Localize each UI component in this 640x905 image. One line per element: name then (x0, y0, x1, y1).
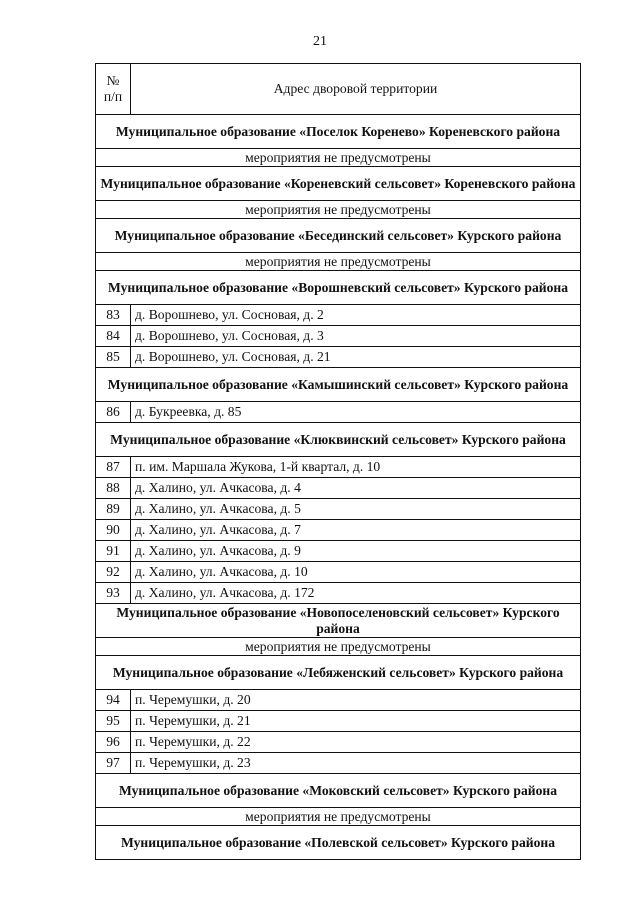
municipality-heading: Муниципальное образование «Кореневский сельсовет» Кореневского района (96, 167, 581, 201)
row-address: д. Ворошнево, ул. Сосновая, д. 2 (131, 305, 581, 326)
header-number: № п/п (96, 64, 131, 115)
municipality-heading-row (96, 271, 581, 305)
municipality-heading: Муниципальное образование «Новопоселеновский сельсовет» Курского района (96, 604, 581, 638)
row-number: 93 (96, 583, 131, 604)
no-measures-note: мероприятия не предусмотрены (96, 149, 581, 167)
row-address: д. Халино, ул. Ачкасова, д. 5 (131, 499, 581, 520)
row-number: 87 (96, 457, 131, 478)
row-number: 96 (96, 732, 131, 753)
row-number: 89 (96, 499, 131, 520)
no-measures-note-row (96, 638, 581, 656)
row-number: 83 (96, 305, 131, 326)
table-row (96, 732, 581, 753)
table-row (96, 305, 581, 326)
municipality-heading-row (96, 826, 581, 860)
no-measures-note: мероприятия не предусмотрены (96, 253, 581, 271)
row-address: д. Халино, ул. Ачкасова, д. 9 (131, 541, 581, 562)
row-number: 92 (96, 562, 131, 583)
table-row (96, 347, 581, 368)
table-row (96, 326, 581, 347)
page-number: 21 (313, 34, 327, 49)
row-address: д. Халино, ул. Ачкасова, д. 7 (131, 520, 581, 541)
row-number: 90 (96, 520, 131, 541)
row-address: п. Черемушки, д. 21 (131, 711, 581, 732)
table-row (96, 499, 581, 520)
municipality-heading: Муниципальное образование «Ворошневский сельсовет» Курского района (96, 271, 581, 305)
municipality-heading: Муниципальное образование «Камышинский сельсовет» Курского района (96, 368, 581, 402)
no-measures-note-row (96, 149, 581, 167)
municipality-heading-row (96, 774, 581, 808)
no-measures-note: мероприятия не предусмотрены (96, 638, 581, 656)
row-number: 91 (96, 541, 131, 562)
row-address: д. Халино, ул. Ачкасова, д. 4 (131, 478, 581, 499)
municipality-heading: Муниципальное образование «Поселок Коренево» Кореневского района (96, 115, 581, 149)
row-number: 84 (96, 326, 131, 347)
table-row (96, 457, 581, 478)
table-header-row (96, 64, 581, 115)
table-row (96, 520, 581, 541)
table-row (96, 583, 581, 604)
table-body (96, 115, 581, 860)
municipality-heading-row (96, 368, 581, 402)
no-measures-note-row (96, 253, 581, 271)
municipality-heading-row (96, 219, 581, 253)
municipality-heading: Муниципальное образование «Клюквинский сельсовет» Курского района (96, 423, 581, 457)
municipality-heading-row (96, 167, 581, 201)
municipality-heading-row (96, 423, 581, 457)
row-address: д. Ворошнево, ул. Сосновая, д. 3 (131, 326, 581, 347)
no-measures-note: мероприятия не предусмотрены (96, 808, 581, 826)
row-number: 88 (96, 478, 131, 499)
row-address: д. Букреевка, д. 85 (131, 402, 581, 423)
municipality-heading-row (96, 604, 581, 638)
municipality-heading: Муниципальное образование «Моковский сельсовет» Курского района (96, 774, 581, 808)
municipality-heading-row (96, 115, 581, 149)
municipality-heading-row (96, 656, 581, 690)
address-table (95, 63, 581, 860)
row-address: д. Халино, ул. Ачкасова, д. 10 (131, 562, 581, 583)
table-row (96, 711, 581, 732)
row-address: п. Черемушки, д. 20 (131, 690, 581, 711)
table-row (96, 541, 581, 562)
table-row (96, 562, 581, 583)
row-number: 86 (96, 402, 131, 423)
row-address: п. им. Маршала Жукова, 1-й квартал, д. 10 (131, 457, 581, 478)
municipality-heading: Муниципальное образование «Бесединский сельсовет» Курского района (96, 219, 581, 253)
table-row (96, 402, 581, 423)
header-address: Адрес дворовой территории (131, 64, 581, 115)
municipality-heading: Муниципальное образование «Лебяженский сельсовет» Курского района (96, 656, 581, 690)
no-measures-note-row (96, 201, 581, 219)
row-address: п. Черемушки, д. 23 (131, 753, 581, 774)
no-measures-note-row (96, 808, 581, 826)
no-measures-note: мероприятия не предусмотрены (96, 201, 581, 219)
row-address: д. Ворошнево, ул. Сосновая, д. 21 (131, 347, 581, 368)
table-row (96, 478, 581, 499)
row-address: д. Халино, ул. Ачкасова, д. 172 (131, 583, 581, 604)
row-number: 95 (96, 711, 131, 732)
row-address: п. Черемушки, д. 22 (131, 732, 581, 753)
table-row (96, 690, 581, 711)
row-number: 97 (96, 753, 131, 774)
table-row (96, 753, 581, 774)
row-number: 94 (96, 690, 131, 711)
row-number: 85 (96, 347, 131, 368)
municipality-heading: Муниципальное образование «Полевской сельсовет» Курского района (96, 826, 581, 860)
